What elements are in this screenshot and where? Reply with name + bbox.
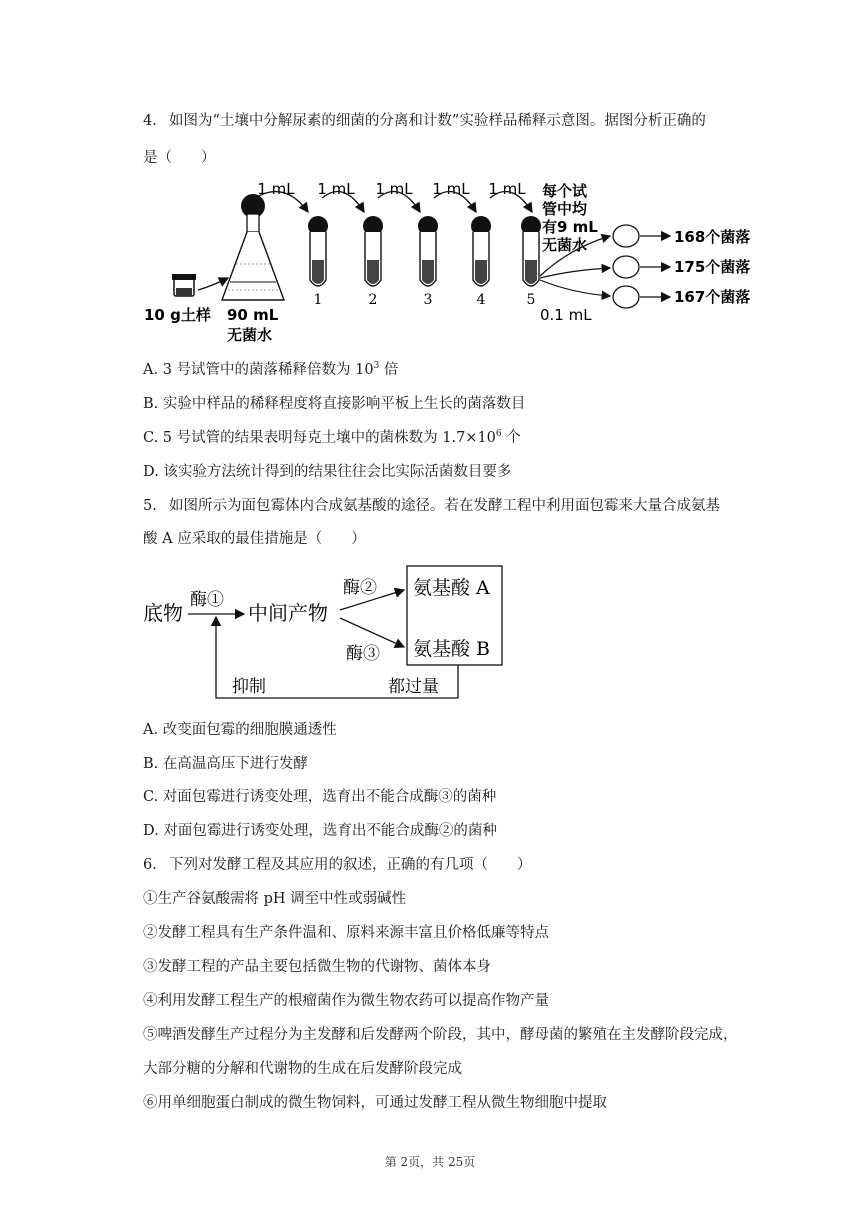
spread-arrow-3 xyxy=(540,280,610,296)
tube-label-1: 1 xyxy=(313,292,323,308)
transfer-label-3: 1 mL xyxy=(375,180,413,198)
enzyme-1-label: 酶① xyxy=(190,590,224,610)
q4-option-d: D. 该实验方法统计得到的结果往往会比实际活菌数目要多 xyxy=(143,464,512,480)
colony-result-2: 175个菌落 xyxy=(674,258,751,276)
page-footer: 第 2页，共 25页 xyxy=(384,1155,476,1169)
spread-arrow-2 xyxy=(540,268,610,278)
q4-number: 4. xyxy=(143,113,157,129)
q6-stem: 6. 下列对发酵工程及其应用的叙述，正确的有几项（ ） xyxy=(143,857,532,873)
q4-option-a: A. 3 号试管中的菌落稀释倍数为 $10^3$ 倍 xyxy=(143,361,399,378)
q6-item-5-cont: 大部分糖的分解和代谢物的生成在后发酵阶段完成 xyxy=(143,1061,462,1077)
q6-item-1: ①生产谷氨酸需将 pH 调至中性或弱碱性 xyxy=(143,891,407,907)
flask xyxy=(222,194,284,300)
q6-item-5: ⑤啤酒发酵生产过程分为主发酵和后发酵两个阶段，其中，酵母菌的繁殖在主发酵阶段完成， xyxy=(143,1027,738,1043)
soil-sample-bottle xyxy=(172,274,196,296)
q4-option-b: B. 实验中样品的稀释程度将直接影响平板上生长的菌落数目 xyxy=(143,396,526,412)
q6-item-4: ④利用发酵工程生产的根瘤菌作为微生物农药可以提高作物产量 xyxy=(143,993,549,1009)
q4-stem-line2: 是（ ） xyxy=(143,150,216,166)
q5-option-d: D. 对面包霉进行诱变处理，选育出不能合成酶②的菌种 xyxy=(143,823,497,839)
test-tube-3 xyxy=(418,216,438,286)
test-tube-1 xyxy=(308,216,328,286)
tube-label-2: 2 xyxy=(368,292,378,308)
inhibit-label: 抑制 xyxy=(232,677,266,697)
petri-dish-2 xyxy=(613,256,639,278)
transfer-label-1: 1 mL xyxy=(257,180,295,198)
q4-stem-line1: 4. 如图为“土壤中分解尿素的细菌的分离和计数”实验样品稀释示意图。据图分析正确的 xyxy=(143,113,706,129)
q4-dilution-figure xyxy=(0,168,860,353)
q5-stem-line1: 5. 如图所示为面包霉体内合成氨基酸的途径。若在发酵工程中利用面包霉来大量合成氨基 xyxy=(143,498,720,514)
q6-number: 6. xyxy=(143,857,157,873)
petri-dish-1 xyxy=(613,225,639,247)
q5-option-b: B. 在高温高压下进行发酵 xyxy=(143,756,308,772)
excess-label: 都过量 xyxy=(388,677,439,697)
soil-sample-label: 10 g土样 xyxy=(144,306,211,324)
substrate-label: 底物 xyxy=(143,601,183,625)
intermediate-label: 中间产物 xyxy=(248,601,328,625)
petri-dish-3 xyxy=(613,286,639,308)
test-tube-4 xyxy=(471,216,491,286)
transfer-label-4: 1 mL xyxy=(432,180,470,198)
q5-pathway-figure xyxy=(0,555,860,705)
test-tube-5 xyxy=(521,216,541,286)
tube-note-line-3: 有9 mL xyxy=(542,218,598,236)
flask-water-label: 无菌水 xyxy=(227,326,273,344)
q6-item-6: ⑥用单细胞蛋白制成的微生物饲料，可通过发酵工程从微生物细胞中提取 xyxy=(143,1095,607,1111)
spread-volume-label: 0.1 mL xyxy=(540,306,592,324)
q5-stem-line2: 酸 A 应采取的最佳措施是（ ） xyxy=(143,531,366,547)
q4-option-c: C. 5 号试管的结果表明每克土壤中的菌株数为 $1.7\times 10^6$ 个 xyxy=(143,429,521,446)
tube-note-line-1: 每个试 xyxy=(542,182,588,200)
tube-note-line-2: 管中均 xyxy=(542,200,588,218)
q5-option-a: A. 改变面包霉的细胞膜通透性 xyxy=(143,722,337,738)
colony-result-1: 168个菌落 xyxy=(674,228,751,246)
enzyme-2-label: 酶② xyxy=(343,578,377,598)
q5-number: 5. xyxy=(143,498,157,514)
test-tube-2 xyxy=(363,216,383,286)
q6-item-3: ③发酵工程的产品主要包括微生物的代谢物、菌体本身 xyxy=(143,959,491,975)
transfer-label-5: 1 mL xyxy=(488,180,526,198)
amino-acid-a-label: 氨基酸 A xyxy=(413,577,490,599)
transfer-label-2: 1 mL xyxy=(317,180,355,198)
q5-option-c: C. 对面包霉进行诱变处理，选育出不能合成酶③的菌种 xyxy=(143,789,497,805)
tube-label-3: 3 xyxy=(423,292,433,308)
colony-result-3: 167个菌落 xyxy=(674,288,751,306)
enzyme-3-label: 酶③ xyxy=(346,644,380,664)
q6-item-2: ②发酵工程具有生产条件温和、原料来源丰富且价格低廉等特点 xyxy=(143,925,549,941)
tube-label-5: 5 xyxy=(526,292,536,308)
amino-acid-b-label: 氨基酸 B xyxy=(413,638,491,660)
tube-label-4: 4 xyxy=(476,292,486,308)
flask-volume-label: 90 mL xyxy=(227,306,279,324)
tube-note-line-4: 无菌水 xyxy=(542,236,588,254)
